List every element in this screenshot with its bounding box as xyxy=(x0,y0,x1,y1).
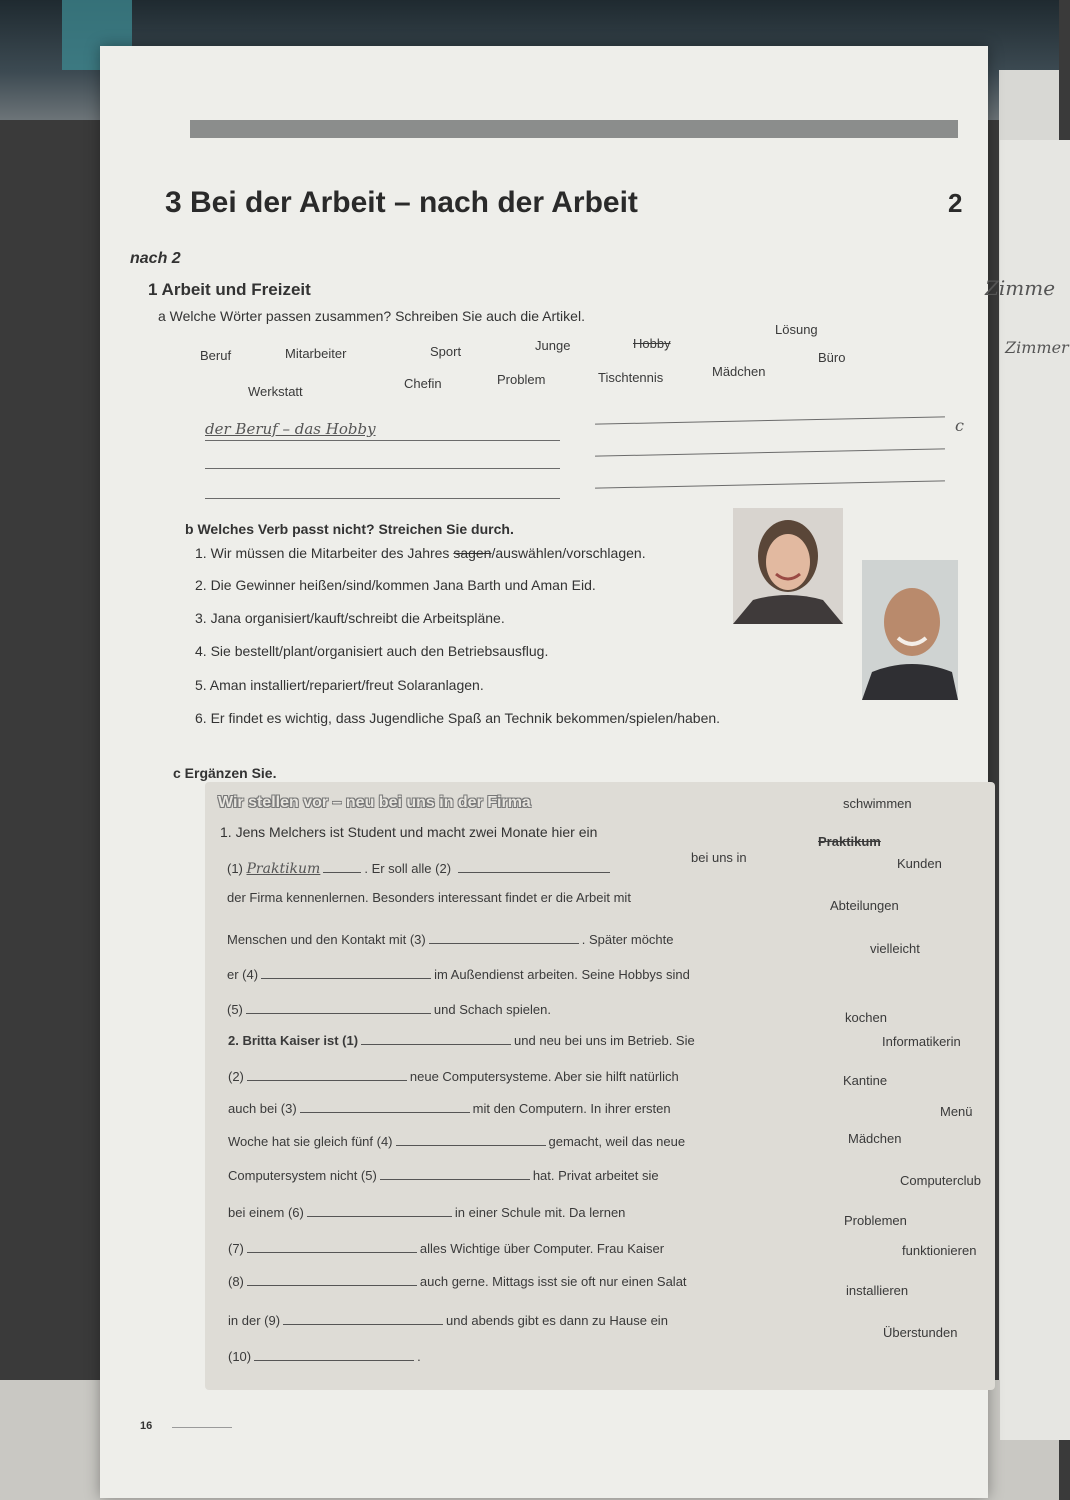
gap-label-1-1: (1) xyxy=(227,861,243,876)
word-bank-kantine: Kantine xyxy=(843,1073,888,1088)
gap-2-7[interactable] xyxy=(247,1240,417,1253)
word-problem: Problem xyxy=(497,372,546,387)
text2-line3-a: auch bei (3) xyxy=(228,1101,297,1116)
text2-line8-a: (8) xyxy=(228,1274,244,1289)
word-bank-menu: Menü xyxy=(940,1104,973,1119)
page-number: 16 xyxy=(140,1420,153,1432)
handwriting-zimmer-1: Zimme xyxy=(985,276,1056,300)
text2-line10-b: . xyxy=(417,1349,421,1364)
gap-2-1[interactable] xyxy=(361,1032,511,1045)
text2-line2 xyxy=(228,1068,679,1084)
text1-line6-a: (5) xyxy=(227,1002,243,1017)
word-bank-schwimmen: schwimmen xyxy=(843,796,912,811)
part-b-item-5: 5. Aman installiert/repariert/freut Solaranlagen. xyxy=(195,677,484,693)
photo-jana xyxy=(733,508,843,624)
word-hobby: Hobby xyxy=(633,336,671,351)
gap-1-2[interactable] xyxy=(458,860,610,873)
gap-2-9[interactable] xyxy=(283,1312,443,1325)
word-mitarbeiter: Mitarbeiter xyxy=(285,346,347,361)
word-bank-vielleicht: vielleicht xyxy=(870,941,920,956)
second-sheet xyxy=(1000,140,1070,1440)
part-b-instruction: b Welches Verb passt nicht? Streichen Sie durch. xyxy=(185,521,514,537)
handwriting-zimmer-2: Zimmer xyxy=(1005,338,1069,357)
section-label: nach 2 xyxy=(130,250,181,267)
word-bank-abteilungen: Abteilungen xyxy=(830,898,899,913)
gap-2-4[interactable] xyxy=(396,1133,546,1146)
gap-2-6[interactable] xyxy=(307,1204,452,1217)
text1-line1: 1. Jens Melchers ist Student und macht zwei Monate hier ein xyxy=(220,824,598,840)
text2-line2-a: (2) xyxy=(228,1069,244,1084)
text2-line9-b: und abends gibt es dann zu Hause ein xyxy=(446,1313,668,1328)
word-tischtennis: Tischtennis xyxy=(598,370,664,385)
text1-line2-b: . Er soll alle (2) xyxy=(364,861,452,876)
part-b-item-6: 6. Er findet es wichtig, dass Jugendliche Spaß an Technik bekommen/spielen/haben. xyxy=(195,710,721,726)
text2-line1-b: und neu bei uns im Betrieb. Sie xyxy=(514,1033,695,1048)
gap-2-2[interactable] xyxy=(247,1068,407,1081)
gap-answer-1-1[interactable]: Praktikum xyxy=(246,861,321,877)
text2-line6-b: in einer Schule mit. Da lernen xyxy=(454,1205,626,1220)
text2-line6-a: bei einem (6) xyxy=(228,1205,304,1220)
footer-rule xyxy=(172,1427,232,1428)
gap-2-8[interactable] xyxy=(247,1273,417,1286)
header-bar xyxy=(190,120,958,138)
word-chefin: Chefin xyxy=(404,376,442,391)
item-1-text: 1. Wir müssen die Mitarbeiter des Jahres xyxy=(195,545,454,561)
text2-line10 xyxy=(228,1348,421,1364)
text2-line6 xyxy=(228,1204,625,1220)
word-maedchen: Mädchen xyxy=(712,364,766,379)
text1-line5-b: im Außendienst arbeiten. Seine Hobbys sind xyxy=(434,967,690,982)
gap-2-5[interactable] xyxy=(380,1167,530,1180)
word-bank-maedchen: Mädchen xyxy=(848,1131,902,1146)
part-b-item-1 xyxy=(195,545,646,561)
text1-line5 xyxy=(227,966,690,982)
page-title: 3 Bei der Arbeit – nach der Arbeit xyxy=(165,186,638,219)
text2-line5-b: hat. Privat arbeitet sie xyxy=(532,1168,659,1183)
text1-line4-b: . Später möchte xyxy=(581,932,674,947)
example-answer: der Beruf – das Hobby xyxy=(205,420,376,438)
text1-line6-b: und Schach spielen. xyxy=(433,1002,551,1017)
text2-line10-a: (10) xyxy=(228,1349,252,1364)
part-a-instruction: a Welche Wörter passen zusammen? Schreiben Sie auch die Artikel. xyxy=(158,308,585,324)
word-werkstatt: Werkstatt xyxy=(248,384,303,399)
word-bank-ueberstunden: Überstunden xyxy=(883,1325,958,1340)
text2-line9 xyxy=(228,1312,668,1328)
ad-banner: Wir stellen vor – neu bei uns in der Firma xyxy=(218,794,531,811)
answer-line-a3[interactable] xyxy=(205,468,560,469)
gap-1-4[interactable] xyxy=(261,966,431,979)
word-junge: Junge xyxy=(535,338,571,353)
item-1-options: /auswählen/vorschlagen. xyxy=(491,545,646,561)
text2-line3-b: mit den Computern. In ihrer ersten xyxy=(472,1101,671,1116)
item-1-struck-word[interactable]: sagen xyxy=(453,545,492,561)
text1-line3: der Firma kennenlernen. Besonders interessant findet er die Arbeit mit xyxy=(227,890,631,905)
gap-1-5[interactable] xyxy=(246,1001,431,1014)
word-buero: Büro xyxy=(818,350,846,365)
word-bank-problemen: Problemen xyxy=(844,1213,907,1228)
text2-line5 xyxy=(228,1167,659,1183)
text2-line8 xyxy=(228,1273,687,1289)
word-sport: Sport xyxy=(430,344,462,359)
word-loesung: Lösung xyxy=(775,322,818,337)
text1-line4 xyxy=(227,931,674,947)
text2-line2-b: neue Computersysteme. Aber sie hilft natürlich xyxy=(409,1069,679,1084)
gap-2-10[interactable] xyxy=(254,1348,414,1361)
handwriting-c: c xyxy=(955,416,964,435)
text2-line7-b: alles Wichtige über Computer. Frau Kaiser xyxy=(419,1241,665,1256)
text2-line1 xyxy=(228,1032,695,1048)
part-c-instruction: c Ergänzen Sie. xyxy=(173,765,277,781)
part-b-item-2: 2. Die Gewinner heißen/sind/kommen Jana Barth und Aman Eid. xyxy=(195,577,596,593)
word-bank-kochen: kochen xyxy=(845,1010,887,1025)
text2-line5-a: Computersystem nicht (5) xyxy=(228,1168,377,1183)
gap-1-3[interactable] xyxy=(429,931,579,944)
text1-line6 xyxy=(227,1001,551,1017)
photo-aman xyxy=(862,560,958,700)
answer-line-a1[interactable] xyxy=(205,440,560,441)
word-bank-kunden: Kunden xyxy=(897,856,942,871)
subsection-title: 1 Arbeit und Freizeit xyxy=(148,280,311,299)
word-bank-informatikerin: Informatikerin xyxy=(882,1034,961,1049)
text2-line3 xyxy=(228,1100,671,1116)
text2-line1-a: 2. Britta Kaiser ist (1) xyxy=(228,1033,359,1048)
word-bank-installieren: installieren xyxy=(846,1283,909,1298)
gap-2-3[interactable] xyxy=(300,1100,470,1113)
text1-bei-uns: bei uns in xyxy=(691,850,747,865)
text1-line5-a: er (4) xyxy=(227,967,259,982)
text2-line9-a: in der (9) xyxy=(228,1313,281,1328)
text2-line7 xyxy=(228,1240,664,1256)
word-bank-funktionieren: funktionieren xyxy=(902,1243,977,1258)
corner-mark: 2 xyxy=(948,188,963,218)
part-b-item-4: 4. Sie bestellt/plant/organisiert auch den Betriebsausflug. xyxy=(195,643,549,659)
text2-line7-a: (7) xyxy=(228,1241,244,1256)
text2-line8-b: auch gerne. Mittags isst sie oft nur einen Salat xyxy=(419,1274,687,1289)
part-b-item-3: 3. Jana organisiert/kauft/schreibt die Arbeitspläne. xyxy=(195,610,505,626)
text2-line4-a: Woche hat sie gleich fünf (4) xyxy=(228,1134,393,1149)
word-beruf: Beruf xyxy=(200,348,232,363)
answer-line-a5[interactable] xyxy=(205,498,560,499)
text1-line4-a: Menschen und den Kontakt mit (3) xyxy=(227,932,426,947)
text2-line4-b: gemacht, weil das neue xyxy=(548,1134,686,1149)
word-bank-computerclub: Computerclub xyxy=(900,1173,981,1188)
word-bank-praktikum: Praktikum xyxy=(818,834,881,849)
text1-line2 xyxy=(227,860,613,877)
text2-line4 xyxy=(228,1133,685,1149)
